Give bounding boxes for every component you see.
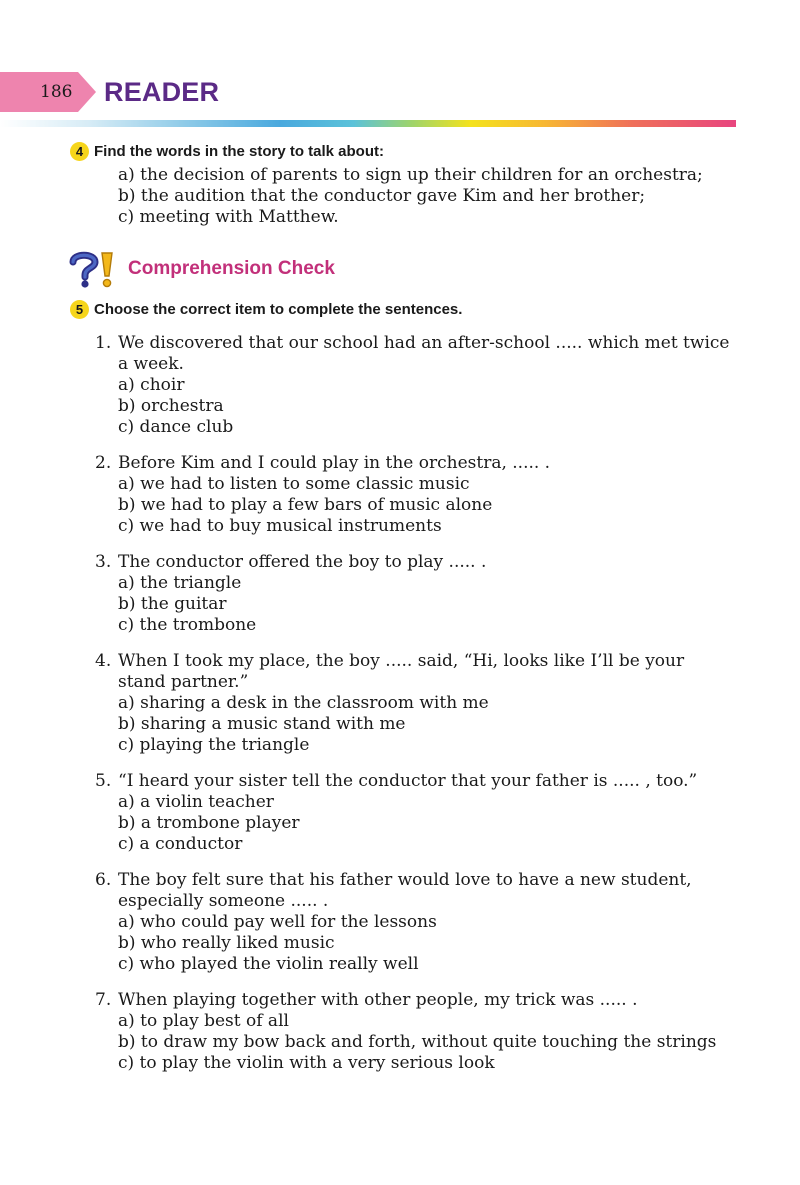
question-number: 2. [95,453,112,473]
answer-option: a) to play best of all [118,1011,289,1031]
question-2 [95,453,736,537]
answer-option: c) playing the triangle [118,735,310,755]
answer-option: a) who could pay well for the lessons [118,912,437,932]
answer-option: b) orchestra [118,396,224,416]
task-instruction: Find the words in the story to talk about: [94,143,385,160]
question-stem: The boy felt sure that his father would love to have a new student, especially someone ..... . [118,870,692,911]
answer-option: c) who played the violin really well [118,954,419,974]
question-6 [95,870,736,975]
question-stem: We discovered that our school had an after-school ..... which met twice a week. [118,333,730,374]
question-number: 7. [95,990,112,1010]
answer-option: a) we had to listen to some classic music [118,474,470,494]
question-stem: When I took my place, the boy ..... said, “Hi, looks like I’ll be your stand partner.” [118,651,685,692]
question-stem: “I heard your sister tell the conductor that your father is ..... , too.” [118,771,698,791]
list-item: b) the audition that the conductor gave Kim and her brother; [118,186,646,206]
answer-option: b) to draw my bow back and forth, without quite touching the strings [118,1032,717,1052]
question-number: 5. [95,771,112,791]
answer-option: a) choir [118,375,185,395]
question-number: 3. [95,552,112,572]
answer-option: b) sharing a music stand with me [118,714,406,734]
page-number: 186 [40,82,73,102]
answer-option: b) who really liked music [118,933,335,953]
rainbow-divider [0,120,736,127]
answer-option: c) a conductor [118,834,243,854]
task-number-badge: 4 [70,142,89,161]
answer-option: c) the trombone [118,615,257,635]
answer-option: c) to play the violin with a very serious look [118,1053,495,1073]
answer-option: c) we had to buy musical instruments [118,516,442,536]
question-4 [95,651,736,756]
answer-option: b) the guitar [118,594,227,614]
list-item: a) the decision of parents to sign up their children for an orchestra; [118,165,703,185]
task-number-badge: 5 [70,300,89,319]
answer-option: a) the triangle [118,573,242,593]
question-1 [95,333,736,438]
question-7 [95,990,736,1074]
section-title: READER [104,77,220,107]
question-stem: Before Kim and I could play in the orchestra, ..... . [118,453,551,473]
question-5 [95,771,736,855]
answer-option: c) dance club [118,417,234,437]
answer-option: a) sharing a desk in the classroom with me [118,693,489,713]
answer-option: a) a violin teacher [118,792,274,812]
task-instruction: Choose the correct item to complete the sentences. [94,301,463,318]
question-number: 4. [95,651,112,671]
question-number: 6. [95,870,112,890]
comprehension-check-title: Comprehension Check [128,258,335,279]
question-stem: When playing together with other people, my trick was ..... . [118,990,638,1010]
task-4-heading [70,142,384,161]
question-number: 1. [95,333,112,353]
question-stem: The conductor offered the boy to play ..... . [118,552,487,572]
answer-option: b) we had to play a few bars of music alone [118,495,493,515]
answer-option: b) a trombone player [118,813,300,833]
question-exclamation-icon [68,250,118,294]
task-4-items [118,165,703,228]
question-3 [95,552,736,636]
header-tab-arrow [78,72,96,112]
list-item: c) meeting with Matthew. [118,207,339,227]
task-5-heading [70,300,462,319]
